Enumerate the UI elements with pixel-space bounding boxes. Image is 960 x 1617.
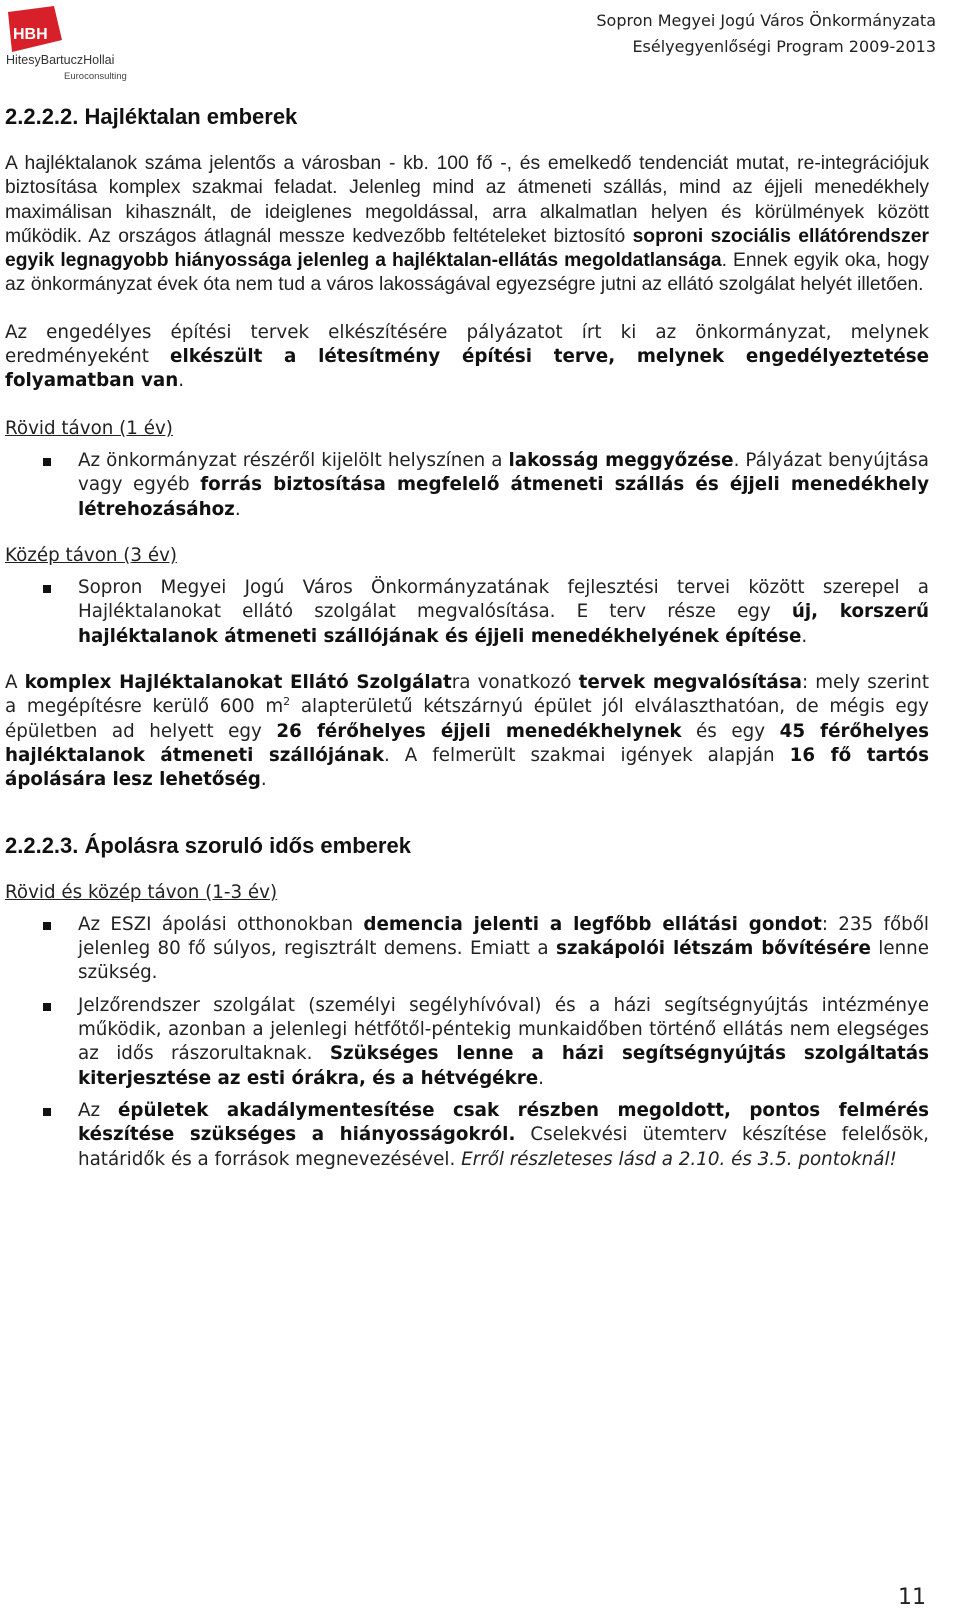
italic-run: Erről részleteses lásd a 2.10. és 3.5. pontoknál! — [461, 1148, 897, 1170]
bold-run: demencia jelenti a legfőbb ellátási gondot — [363, 913, 822, 935]
subheading-mid-term: Közép távon (3 év) — [5, 544, 178, 566]
text-run: Az országos átlagnál messze kedvezőbb feltételeket biztosító — [82, 225, 633, 247]
hbh-logo-icon — [6, 4, 66, 54]
document-header — [596, 8, 936, 60]
page-header — [0, 0, 960, 90]
text-run: Az ESZI ápolási otthonokban — [78, 913, 364, 935]
text-run: . Ennek egyik oka, hogy az önkormányzat évek óta nem tud a város lakosságával egyezségre jutni az ellátó szolgálat helyét illetően. — [5, 250, 929, 296]
bold-run: elkészült a létesítmény építési terve, melynek engedélyeztetése folyamatban van — [5, 346, 929, 392]
text-run: lenne szükség. — [78, 938, 930, 984]
section-heading-homeless: 2.2.2.2. Hajléktalan emberek — [5, 104, 298, 129]
list-item — [5, 1099, 929, 1172]
text-run: Az önkormányzat részéről kijelölt helyszínen a — [78, 449, 509, 471]
logo-company-name: HitesyBartuczHollai — [6, 53, 115, 67]
short-term-list — [5, 449, 929, 522]
bullet-icon — [43, 458, 51, 466]
bold-run: 45 férőhelyes hajléktalanok átmeneti szállójának — [5, 720, 929, 766]
text-run: és egy — [681, 720, 780, 742]
bold-run: épületek akadálymentesítése csak részben megoldott, pontos felmérés készítése szükséges a hiányosságokról. — [78, 1099, 929, 1146]
bullet-icon — [43, 922, 51, 930]
list-item — [5, 994, 929, 1091]
mid-term-list — [5, 576, 929, 649]
text-run: . A felmerült szakmai igények alapján — [383, 744, 790, 766]
page-number: 11 — [898, 1585, 926, 1610]
text-run: . Pályázat benyújtása vagy egyéb — [78, 449, 929, 496]
elderly-care-list — [5, 913, 929, 1172]
logo-badge-text: HBH — [13, 26, 48, 43]
bold-run: 16 fő tartós ápolására lesz lehetőség — [5, 744, 930, 791]
subheading-short-mid-term: Rövid és közép távon (1-3 év) — [5, 881, 278, 903]
text-run: Sopron Megyei Jogú Város Önkormányzatának fejlesztési tervei között szerepel a Hajléktalanokat ellátó szolgálat megvalósítása. E terv része egy — [78, 577, 929, 623]
list-item — [5, 913, 929, 986]
bold-run: forrás biztosítása megfelelő átmeneti szállás és éjjeli menedékhely létrehozásához — [78, 474, 929, 520]
bold-run: Szükséges lenne a házi segítségnyújtás szolgáltatás kiterjesztése az esti órákra, és a hétvégékre — [78, 1043, 930, 1089]
text-run: alapterületű kétszárnyú épület jól elválaszthatóan, de mégis egy épületben ad helyett egy — [5, 696, 929, 742]
list-item — [5, 576, 929, 649]
bold-run: lakosság meggyőzése — [508, 449, 734, 471]
bold-run: új, korszerű hajléktalanok átmeneti szállójának és éjjeli menedékhelyének építése — [78, 601, 929, 647]
header-program: Esélyegyenlőségi Program 2009-2013 — [632, 37, 936, 56]
superscript: 2 — [283, 695, 291, 709]
text-run: . — [260, 769, 267, 791]
bold-run: szakápolói létszám bővítésére — [555, 938, 871, 960]
homeless-paragraph-3 — [5, 671, 929, 792]
bullet-icon — [43, 585, 51, 593]
bold-run: tervek megvalósítása — [578, 672, 802, 694]
text-run: : mely szerint a megépítésre kerülő 600 m — [5, 672, 930, 718]
text-run: . — [234, 498, 241, 520]
text-run: A — [5, 672, 25, 694]
text-run: ra vonatkozó — [451, 672, 579, 694]
text-run: . — [538, 1067, 544, 1089]
bullet-icon — [43, 1003, 51, 1011]
text-run: . — [178, 370, 185, 392]
page-content — [5, 96, 929, 1194]
text-run: Cselekvési ütemterv készítése felelősök, határidők és a források megnevezésével. — [78, 1124, 929, 1170]
header-organization: Sopron Megyei Jogú Város Önkormányzata — [596, 11, 936, 30]
list-item — [5, 449, 929, 522]
text-run: A hajléktalanok száma jelentős a városban - kb. 100 fő -, és emelkedő tendenciát mutat, re-integrációjuk biztosítása komplex szakmai feladat. Jelenleg mind az átmeneti szállás, mind az éjjeli menedékhely maximálisan kihasznált, de ideiglenes megoldással, arra alkalmatlan helyen és körülmények között működik. — [5, 153, 929, 247]
subheading-short-term: Rövid távon (1 év) — [5, 417, 173, 439]
bold-run: soproni szociális ellátórendszer egyik legnagyobb hiányossága jelenleg a hajléktalan-ellátás megoldatlansága — [5, 225, 929, 272]
homeless-paragraph-1 — [5, 152, 929, 298]
section-heading-elderly: 2.2.2.3. Ápolásra szoruló idős emberek — [5, 832, 411, 858]
bullet-icon — [43, 1108, 51, 1116]
bold-run: 26 férőhelyes éjjeli menedékhelynek — [276, 720, 682, 742]
homeless-paragraph-2 — [5, 321, 929, 394]
text-run: : 235 főből jelenleg 80 fő súlyos, regisztrált demens. Emiatt a — [78, 913, 929, 960]
text-run: Az — [78, 1099, 118, 1121]
text-run: Az engedélyes építési tervek elkészítésére pályázatot írt ki az önkormányzat, melynek eredményeként — [5, 321, 929, 368]
bold-run: komplex Hajléktalanokat Ellátó Szolgálat — [24, 672, 452, 694]
text-run: . — [801, 625, 808, 647]
logo-subtitle: Euroconsulting — [64, 71, 127, 82]
text-run: Jelzőrendszer szolgálat (személyi segélyhívóval) és a házi segítségnyújtás intézménye működik, azonban a jelenlegi hétfőtől-péntekig munkaidőben történő ellátás nem elegséges az idős rászorultaknak. — [78, 994, 929, 1065]
